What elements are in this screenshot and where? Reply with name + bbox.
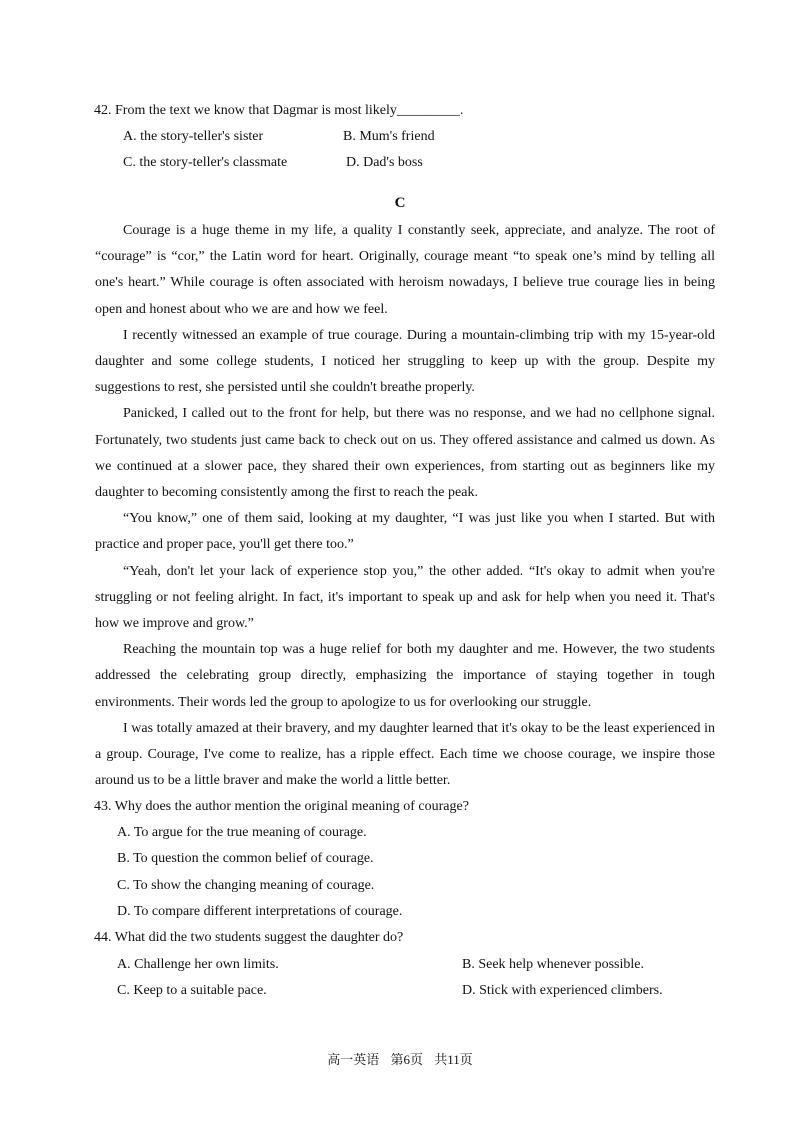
question-44-option-a: A. Challenge her own limits. [117, 957, 279, 972]
passage-paragraph: Reaching the mountain top was a huge relief for both my daughter and me. However, the two students addressed the celebrating group directly, emphasizing the importance of staying together in tough environments. Their words led the group to apologize to us for overlooking our struggle. [95, 642, 715, 710]
passage-paragraph: I recently witnessed an example of true courage. During a mountain-climbing trip with my 15-year-old daughter and some college students, I noticed her struggling to keep up with the group. Despite my suggestions to rest, she persisted until she couldn't breathe properly. [95, 327, 715, 396]
question-42-option-c: C. the story-teller's classmate [123, 155, 288, 170]
passage-paragraph: “You know,” one of them said, looking at my daughter, “I was just like you when I started. But with practice and proper pace, you'll get there too.” [95, 511, 715, 553]
section-title: C [394, 195, 406, 211]
question-44-option-c: C. Keep to a suitable pace. [117, 983, 267, 998]
reading-passage [95, 218, 715, 794]
question-42-option-d: D. Dad's boss [346, 155, 423, 170]
question-43-option-c: C. To show the changing meaning of courage. [117, 878, 375, 893]
passage-paragraph: Courage is a huge theme in my life, a quality I constantly seek, appreciate, and analyze. The root of “courage” is “cor,” the Latin word for heart. Originally, courage meant “to speak one’s mind by telling all one's heart.” While courage is often associated with heroism nowadays, I believe true courage lies in being open and honest about who we are and how we feel. [95, 223, 715, 317]
question-44-stem: 44. What did the two students suggest the daughter do? [94, 930, 404, 945]
passage-paragraph: Panicked, I called out to the front for help, but there was no response, and we had no cellphone signal. Fortunately, two students just came back to check out on us. They offered assistance and calmed us down. As we continued at a slower pace, they shared their own experiences, from starting out as beginners like my daughter to becoming consistently among the first to reach the peak. [95, 406, 715, 501]
question-43-option-a: A. To argue for the true meaning of courage. [117, 825, 367, 840]
question-44-option-b: B. Seek help whenever possible. [462, 957, 644, 972]
question-44-option-d: D. Stick with experienced climbers. [462, 983, 663, 998]
question-43-option-d: D. To compare different interpretations of courage. [117, 904, 403, 919]
question-42-option-b: B. Mum's friend [343, 129, 435, 144]
question-42-stem: 42. From the text we know that Dagmar is most likely_________. [94, 103, 464, 118]
question-43-option-b: B. To question the common belief of courage. [117, 851, 374, 866]
question-42-option-a: A. the story-teller's sister [123, 129, 264, 144]
page-footer: 高一英语 第6页 共11页 [327, 1052, 473, 1067]
passage-paragraph: I was totally amazed at their bravery, and my daughter learned that it's okay to be the least experienced in a group. Courage, I've come to realize, has a ripple effect. Each time we choose courage, we inspire those around us to be a little braver and make the world a little better. [95, 720, 715, 789]
passage-paragraph: “Yeah, don't let your lack of experience stop you,” the other added. “It's okay to admit when you're struggling or not feeling alright. In fact, it's important to speak up and ask for help when you need it. That's how we improve and grow.” [95, 563, 715, 632]
question-43-stem: 43. Why does the author mention the original meaning of courage? [94, 799, 469, 814]
